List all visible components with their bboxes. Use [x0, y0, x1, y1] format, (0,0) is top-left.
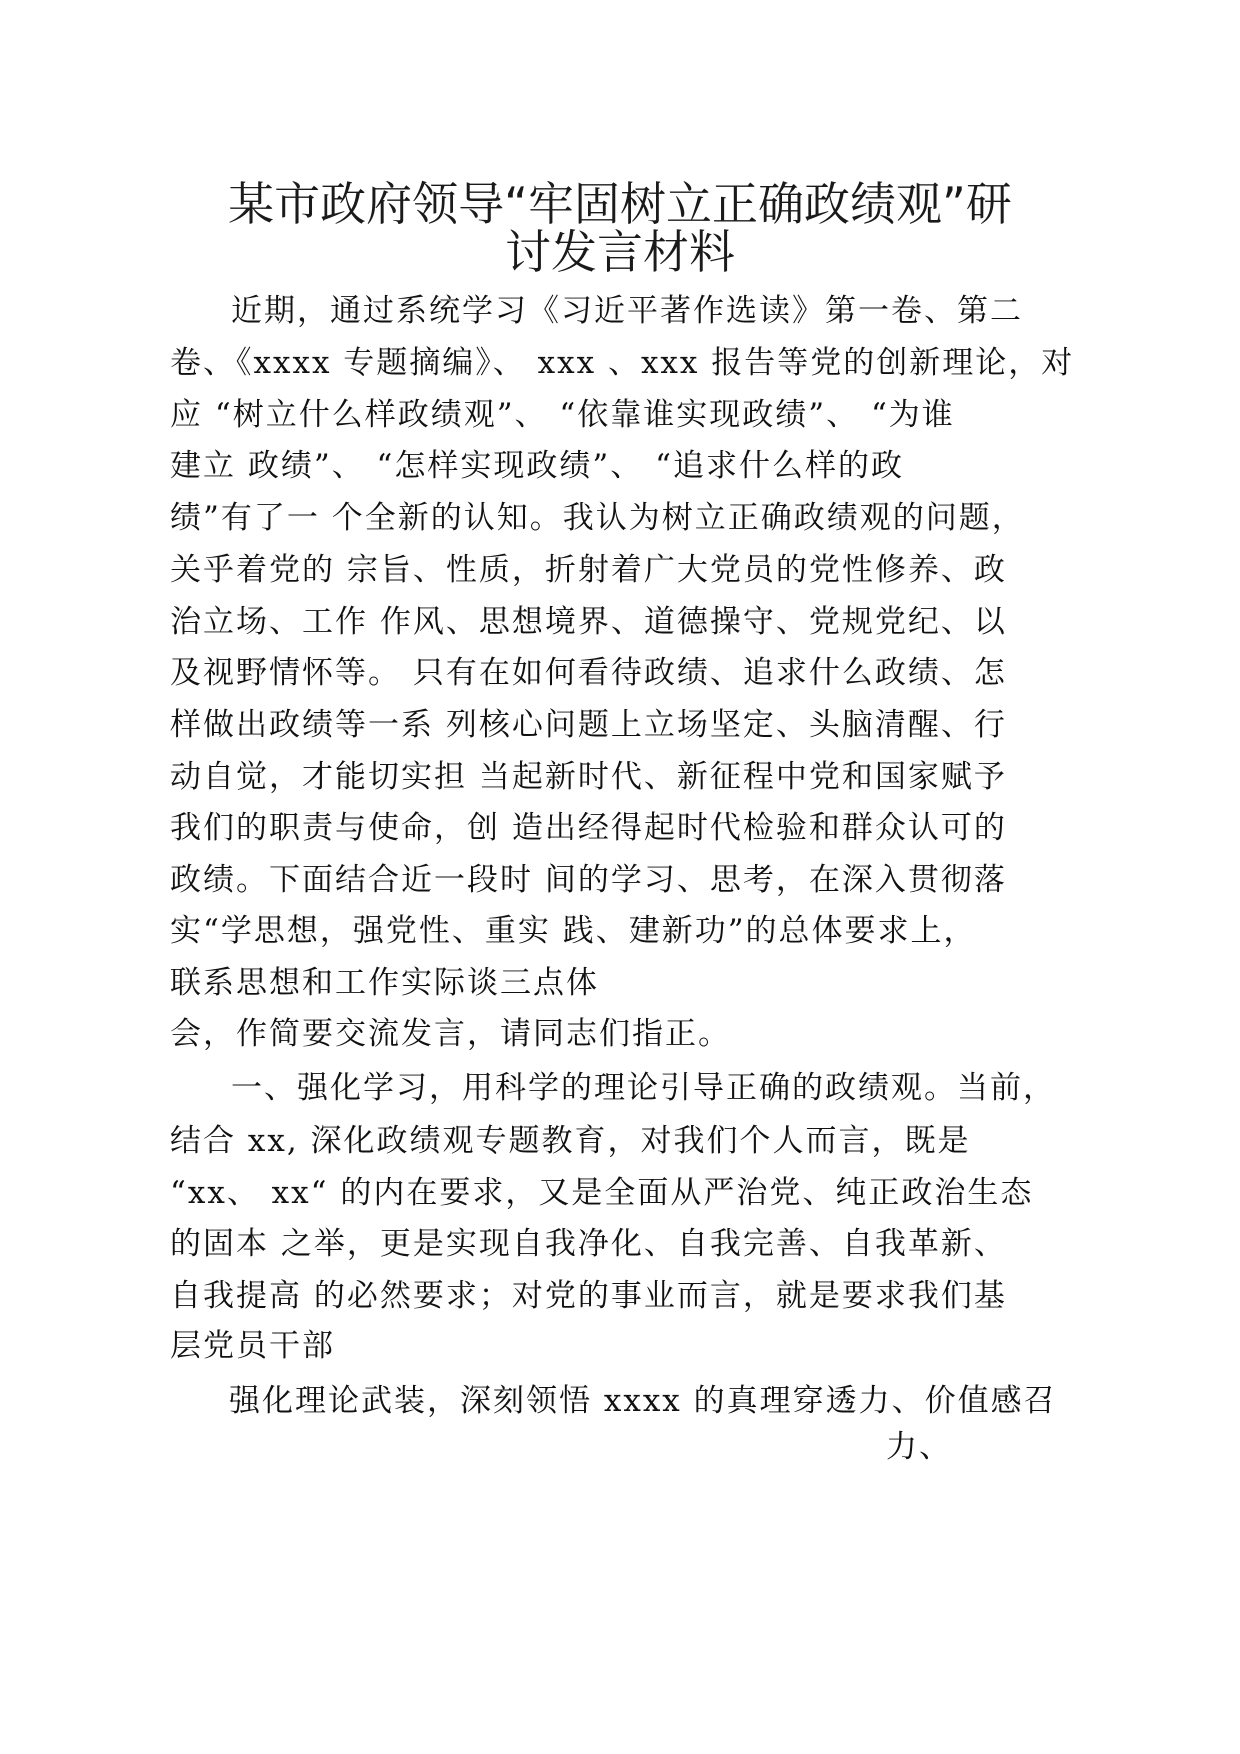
paragraph-line: 联系思想和工作实际谈三点体: [170, 965, 599, 1001]
paragraph-line: 近期，通过系统学习《习近平著作选读》第一卷、第二: [231, 293, 1023, 329]
paragraph-line: 关乎着党的 宗旨、性质，折射着广大党员的党性修养、政: [170, 552, 1007, 588]
paragraph-line: 自我提高 的必然要求；对党的事业而言，就是要求我们基: [170, 1278, 1007, 1314]
paragraph-line: 会，作简要交流发言，请同志们指正。: [170, 1016, 731, 1052]
document-title-line-2: 讨发言材料: [505, 225, 735, 279]
paragraph-line: 实“学思想，强党性、重实 践、建新功”的总体要求上，: [170, 913, 977, 949]
paragraph-line: 应 “树立什么样政绩观”、 “依靠谁实现政绩”、 “为谁: [170, 397, 955, 433]
paragraph-line: 样做出政绩等一系 列核心问题上立场坚定、头脑清醒、行: [170, 707, 1007, 743]
paragraph-line: 结合 xx, 深化政绩观专题教育，对我们个人而言，既是: [170, 1123, 971, 1159]
paragraph-line: 我们的职责与使命，创 造出经得起时代检验和群众认可的: [170, 810, 1007, 846]
paragraph-line: 的固本 之举，更是实现自我净化、自我完善、自我革新、: [170, 1226, 1007, 1262]
paragraph-line: 治立场、工作 作风、思想境界、道德操守、党规党纪、以: [170, 604, 1007, 640]
paragraph-line: “xx、 xx“ 的内在要求，又是全面从严治党、纯正政治生态: [170, 1175, 1034, 1211]
paragraph-line: 力、: [886, 1429, 952, 1465]
paragraph-line: 卷、《xxxx 专题摘编》、 xxx 、xxx 报告等党的创新理论，对: [170, 345, 1075, 381]
paragraph-line: 政绩。下面结合近一段时 间的学习、思考，在深入贯彻落: [170, 862, 1007, 898]
paragraph-line: 层党员干部: [170, 1328, 335, 1364]
paragraph-line: 强化理论武装，深刻领悟 xxxx 的真理穿透力、价值感召: [229, 1383, 1057, 1419]
paragraph-line: 动自觉，才能切实担 当起新时代、新征程中党和国家赋予: [170, 759, 1007, 795]
section-heading-line: 一、强化学习，用科学的理论引导正确的政绩观。当前，: [231, 1070, 1056, 1106]
document-title-line-1: 某市政府领导“牢固树立正确政绩观”研: [228, 177, 1012, 231]
paragraph-line: 绩”有了一 个全新的认知。我认为树立正确政绩观的问题，: [170, 500, 1025, 536]
paragraph-line: 及视野情怀等。 只有在如何看待政绩、追求什么政绩、怎: [170, 655, 1007, 691]
paragraph-line: 建立 政绩”、 “怎样实现政绩”、 “追求什么样的政: [170, 448, 904, 484]
